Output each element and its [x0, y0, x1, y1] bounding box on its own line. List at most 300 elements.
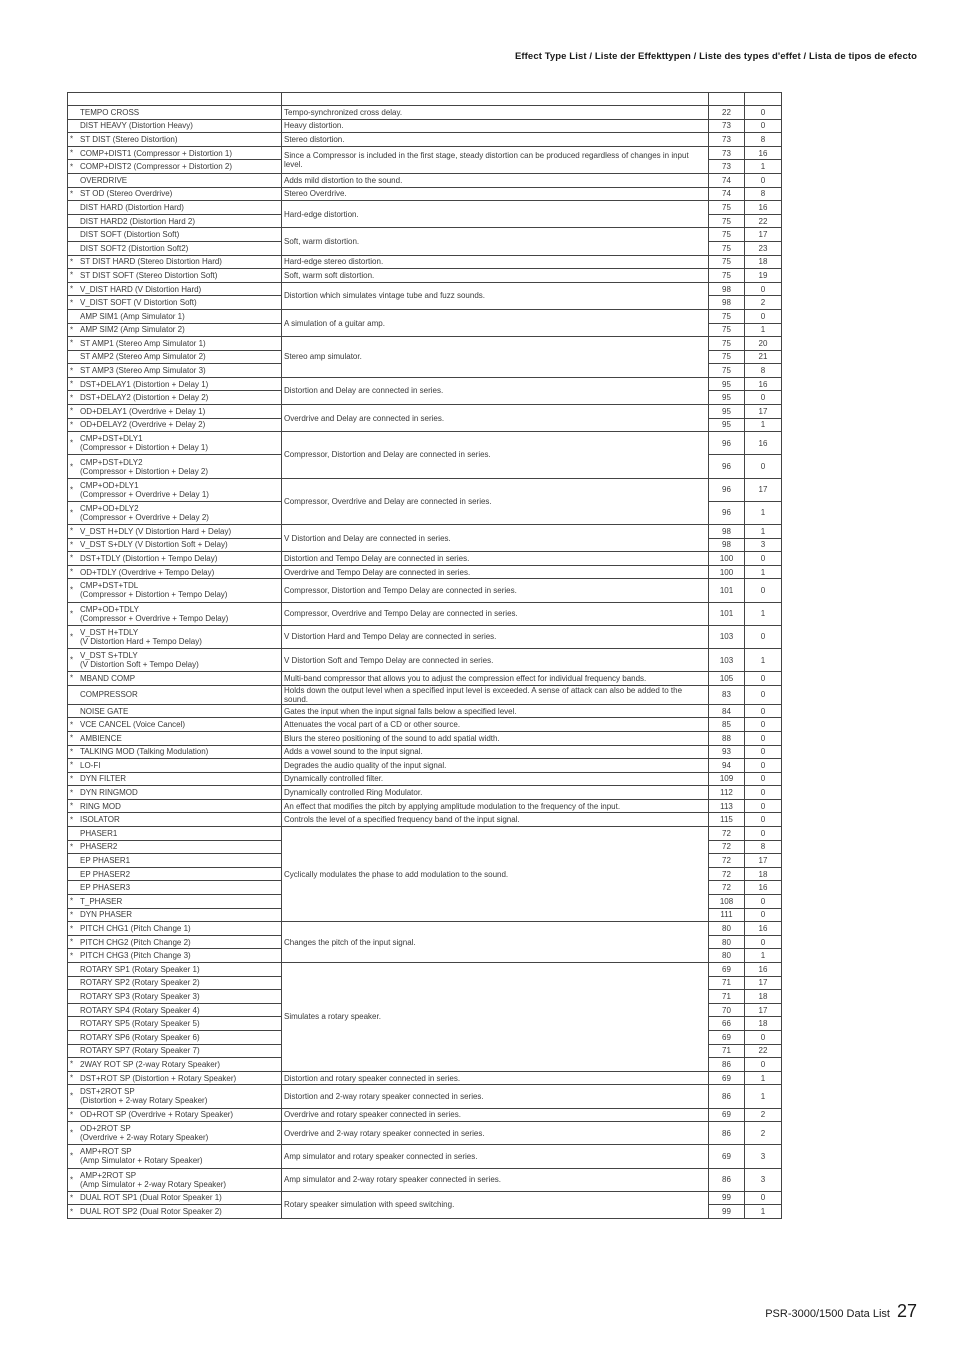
star-mark: *	[70, 788, 74, 798]
msb-cell: 86	[709, 1168, 745, 1191]
effect-name-cell	[68, 648, 282, 671]
effect-name-cell	[68, 935, 282, 949]
effect-name-cell	[68, 949, 282, 963]
msb-cell: 72	[709, 867, 745, 881]
table-row	[68, 106, 782, 120]
table-row	[68, 1108, 782, 1122]
model-label: PSR-3000/1500 Data List	[765, 1308, 890, 1320]
table-row	[68, 759, 782, 773]
effect-description-cell: Amp simulator and rotary speaker connected in series.	[282, 1145, 709, 1168]
effect-name: DST+ROT SP (Distortion + Rotary Speaker)	[80, 1073, 237, 1083]
effect-type-table	[67, 92, 782, 1219]
effect-name-cell	[68, 282, 282, 296]
lsb-cell: 16	[745, 377, 782, 391]
effect-name: V_DST H+DLY (V Distortion Hard + Delay)	[80, 526, 232, 536]
lsb-cell: 0	[745, 685, 782, 704]
lsb-cell: 23	[745, 241, 782, 255]
star-mark: *	[70, 162, 74, 172]
lsb-cell: 21	[745, 350, 782, 364]
lsb-cell: 0	[745, 745, 782, 759]
effect-name: DYN FILTER	[80, 774, 127, 784]
page-header: Effect Type List / Liste der Effekttypen / Liste des types d'effet / Lista de tipos de efecto	[514, 51, 917, 62]
lsb-cell: 1	[745, 323, 782, 337]
table-row	[68, 565, 782, 579]
table-row	[68, 718, 782, 732]
lsb-cell: 16	[745, 146, 782, 160]
effect-description-cell: Dynamically controlled filter.	[282, 772, 709, 786]
effect-name-detail: (Compressor + Distortion + Tempo Delay)	[80, 590, 228, 600]
effect-name-detail: (Amp Simulator + 2-way Rotary Speaker)	[80, 1179, 227, 1189]
effect-description-cell: Heavy distortion.	[282, 119, 709, 133]
effect-name-cell	[68, 895, 282, 909]
table-row	[68, 745, 782, 759]
lsb-cell: 0	[745, 935, 782, 949]
lsb-cell: 2	[745, 296, 782, 310]
effect-description-cell: Amp simulator and 2-way rotary speaker connected in series.	[282, 1168, 709, 1191]
effect-description-cell: Degrades the audio quality of the input signal.	[282, 759, 709, 773]
table-row	[68, 1085, 782, 1108]
effect-name: DST+DELAY2 (Distortion + Delay 2)	[80, 393, 209, 403]
effect-name: DIST HARD (Distortion Hard)	[80, 202, 184, 212]
table-row	[68, 133, 782, 147]
table-row	[68, 187, 782, 201]
lsb-cell: 0	[745, 827, 782, 841]
effect-name-cell	[68, 501, 282, 524]
effect-description-cell: Overdrive and Tempo Delay are connected in series.	[282, 565, 709, 579]
msb-cell: 95	[709, 377, 745, 391]
effect-name: ST AMP2 (Stereo Amp Simulator 2)	[80, 352, 206, 362]
msb-cell: 98	[709, 282, 745, 296]
effect-name-cell	[68, 160, 282, 174]
msb-cell: 111	[709, 908, 745, 922]
effect-name: DYN RINGMOD	[80, 788, 138, 798]
effect-name-cell	[68, 1168, 282, 1191]
lsb-cell: 1	[745, 648, 782, 671]
effect-name-cell	[68, 1058, 282, 1072]
effect-description-cell: Distortion and 2-way rotary speaker connected in series.	[282, 1085, 709, 1108]
header-cell	[709, 93, 745, 106]
lsb-cell: 18	[745, 255, 782, 269]
effect-name-cell	[68, 525, 282, 539]
table-row	[68, 579, 782, 602]
lsb-cell: 0	[745, 173, 782, 187]
msb-cell: 69	[709, 1071, 745, 1085]
effect-name-cell	[68, 377, 282, 391]
effect-name-cell	[68, 119, 282, 133]
effect-name: RING MOD	[80, 801, 121, 811]
effect-description-cell: Distortion which simulates vintage tube and fuzz sounds.	[282, 282, 709, 309]
msb-cell: 100	[709, 552, 745, 566]
effect-name-cell	[68, 704, 282, 718]
star-mark: *	[70, 760, 74, 770]
table-row	[68, 1071, 782, 1085]
effect-name: OD+TDLY (Overdrive + Tempo Delay)	[80, 567, 215, 577]
effect-name-detail: (Compressor + Overdrive + Tempo Delay)	[80, 613, 229, 623]
effect-name: DST+DELAY1 (Distortion + Delay 1)	[80, 379, 209, 389]
lsb-cell: 0	[745, 106, 782, 120]
effect-description-cell: Dynamically controlled Ring Modulator.	[282, 786, 709, 800]
header-cell	[745, 93, 782, 106]
star-mark: *	[70, 1175, 74, 1185]
effect-name-cell	[68, 922, 282, 936]
effect-description-cell: Overdrive and rotary speaker connected in series.	[282, 1108, 709, 1122]
star-mark: *	[70, 1207, 74, 1217]
effect-name-cell	[68, 799, 282, 813]
star-mark: *	[70, 673, 74, 683]
effect-name-cell	[68, 1205, 282, 1219]
table-row	[68, 731, 782, 745]
effect-name-cell	[68, 418, 282, 432]
effect-name-cell	[68, 786, 282, 800]
effect-name: PITCH CHG3 (Pitch Change 3)	[80, 951, 191, 961]
effect-description-cell: Tempo-synchronized cross delay.	[282, 106, 709, 120]
star-mark: *	[70, 270, 74, 280]
msb-cell: 100	[709, 565, 745, 579]
effect-name: ST DIST (Stereo Distortion)	[80, 134, 178, 144]
star-mark: *	[70, 1110, 74, 1120]
effect-name: CMP+OD+DLY1	[80, 480, 139, 490]
effect-name: ROTARY SP3 (Rotary Speaker 3)	[80, 991, 200, 1001]
table-row	[68, 1122, 782, 1145]
lsb-cell: 2	[745, 1108, 782, 1122]
effect-name-cell	[68, 1071, 282, 1085]
effect-name-cell	[68, 323, 282, 337]
effect-name-cell	[68, 228, 282, 242]
msb-cell: 84	[709, 704, 745, 718]
star-mark: *	[70, 526, 74, 536]
lsb-cell: 1	[745, 525, 782, 539]
star-mark: *	[70, 937, 74, 947]
lsb-cell: 0	[745, 391, 782, 405]
effect-name: ST AMP1 (Stereo Amp Simulator 1)	[80, 338, 206, 348]
msb-cell: 108	[709, 895, 745, 909]
effect-name: TALKING MOD (Talking Modulation)	[80, 747, 209, 757]
msb-cell: 98	[709, 525, 745, 539]
effect-name-detail: (V Distortion Soft + Tempo Delay)	[80, 660, 199, 670]
effect-name-detail: (Overdrive + 2-way Rotary Speaker)	[80, 1133, 209, 1143]
effect-name: CMP+OD+DLY2	[80, 503, 139, 513]
lsb-cell: 1	[745, 160, 782, 174]
effect-description-cell: V Distortion Hard and Tempo Delay are connected in series.	[282, 625, 709, 648]
effect-description-cell: V Distortion and Delay are connected in series.	[282, 525, 709, 552]
lsb-cell: 18	[745, 867, 782, 881]
lsb-cell: 0	[745, 813, 782, 827]
table-row	[68, 478, 782, 501]
effect-description-cell: Controls the level of a specified frequency band of the input signal.	[282, 813, 709, 827]
effect-name-cell	[68, 337, 282, 351]
effect-name-cell	[68, 133, 282, 147]
msb-cell: 70	[709, 1003, 745, 1017]
effect-name-detail: (Compressor + Overdrive + Delay 2)	[80, 512, 209, 522]
effect-description-cell: Compressor, Distortion and Delay are connected in series.	[282, 432, 709, 478]
table-row	[68, 1191, 782, 1205]
table-row	[68, 309, 782, 323]
effect-description-cell: Hard-edge distortion.	[282, 201, 709, 228]
msb-cell: 101	[709, 602, 745, 625]
effect-name: EP PHASER3	[80, 883, 131, 893]
effect-name: AMP+ROT SP	[80, 1147, 132, 1157]
msb-cell: 86	[709, 1058, 745, 1072]
effect-name-cell	[68, 672, 282, 686]
lsb-cell: 0	[745, 786, 782, 800]
table-row	[68, 922, 782, 936]
effect-name-cell	[68, 364, 282, 378]
msb-cell: 96	[709, 478, 745, 501]
effect-name: OD+2ROT SP	[80, 1124, 131, 1134]
star-mark: *	[70, 508, 74, 518]
effect-name: ROTARY SP6 (Rotary Speaker 6)	[80, 1032, 200, 1042]
star-mark: *	[70, 567, 74, 577]
lsb-cell: 0	[745, 799, 782, 813]
lsb-cell: 16	[745, 881, 782, 895]
msb-cell: 73	[709, 119, 745, 133]
effect-name: ST AMP3 (Stereo Amp Simulator 3)	[80, 366, 206, 376]
effect-name: ROTARY SP7 (Rotary Speaker 7)	[80, 1046, 200, 1056]
lsb-cell: 0	[745, 552, 782, 566]
star-mark: *	[70, 325, 74, 335]
msb-cell: 80	[709, 922, 745, 936]
effect-description-cell: Compressor, Distortion and Tempo Delay are connected in series.	[282, 579, 709, 602]
effect-name: MBAND COMP	[80, 673, 136, 683]
effect-name-cell	[68, 813, 282, 827]
lsb-cell: 20	[745, 337, 782, 351]
msb-cell: 105	[709, 672, 745, 686]
effect-name: PHASER1	[80, 828, 118, 838]
effect-name-cell	[68, 187, 282, 201]
table-row	[68, 432, 782, 455]
msb-cell: 101	[709, 579, 745, 602]
msb-cell: 99	[709, 1205, 745, 1219]
msb-cell: 75	[709, 201, 745, 215]
table-header-row	[68, 93, 782, 106]
lsb-cell: 0	[745, 1191, 782, 1205]
msb-cell: 103	[709, 625, 745, 648]
effect-description-cell: Hard-edge stereo distortion.	[282, 255, 709, 269]
msb-cell: 99	[709, 1191, 745, 1205]
msb-cell: 71	[709, 990, 745, 1004]
star-mark: *	[70, 747, 74, 757]
star-mark: *	[70, 720, 74, 730]
table-row	[68, 377, 782, 391]
effect-description-cell: Compressor, Overdrive and Tempo Delay are connected in series.	[282, 602, 709, 625]
effect-name-cell	[68, 1003, 282, 1017]
page-footer	[765, 1301, 917, 1322]
msb-cell: 80	[709, 935, 745, 949]
lsb-cell: 0	[745, 772, 782, 786]
effect-name-cell	[68, 579, 282, 602]
star-mark: *	[70, 393, 74, 403]
star-mark: *	[70, 462, 74, 472]
msb-cell: 22	[709, 106, 745, 120]
effect-name: V_DST S+DLY (V Distortion Soft + Delay)	[80, 540, 228, 550]
star-mark: *	[70, 801, 74, 811]
msb-cell: 71	[709, 976, 745, 990]
msb-cell: 75	[709, 241, 745, 255]
effect-name-detail: (Compressor + Distortion + Delay 2)	[80, 466, 209, 476]
effect-name-detail: (Distortion + 2-way Rotary Speaker)	[80, 1096, 208, 1106]
star-mark: *	[70, 189, 74, 199]
msb-cell: 75	[709, 309, 745, 323]
table-row	[68, 525, 782, 539]
effect-name-cell	[68, 908, 282, 922]
effect-name: COMP+DIST1 (Compressor + Distortion 1)	[80, 148, 233, 158]
effect-name: T_PHASER	[80, 896, 123, 906]
effect-description-cell: Blurs the stereo positioning of the sound to add spatial width.	[282, 731, 709, 745]
msb-cell: 72	[709, 881, 745, 895]
msb-cell: 73	[709, 133, 745, 147]
effect-name: V_DST S+TDLY	[80, 651, 138, 661]
effect-name: EP PHASER2	[80, 869, 131, 879]
effect-name-cell	[68, 455, 282, 478]
lsb-cell: 17	[745, 1003, 782, 1017]
effect-description-cell: A simulation of a guitar amp.	[282, 309, 709, 336]
table-row	[68, 813, 782, 827]
effect-name: ST DIST HARD (Stereo Distortion Hard)	[80, 257, 222, 267]
msb-cell: 93	[709, 745, 745, 759]
lsb-cell: 1	[745, 602, 782, 625]
effect-name: NOISE GATE	[80, 706, 129, 716]
msb-cell: 112	[709, 786, 745, 800]
effect-name-cell	[68, 685, 282, 704]
table-row	[68, 405, 782, 419]
table-row	[68, 799, 782, 813]
lsb-cell: 0	[745, 455, 782, 478]
lsb-cell: 8	[745, 187, 782, 201]
table-row	[68, 772, 782, 786]
effect-name: AMP SIM2 (Amp Simulator 2)	[80, 325, 185, 335]
star-mark: *	[70, 438, 74, 448]
table-row	[68, 648, 782, 671]
star-mark: *	[70, 585, 74, 595]
star-mark: *	[70, 1091, 74, 1101]
effect-name: ROTARY SP4 (Rotary Speaker 4)	[80, 1005, 200, 1015]
lsb-cell: 18	[745, 1017, 782, 1031]
effect-name: 2WAY ROT SP (2-way Rotary Speaker)	[80, 1059, 221, 1069]
effect-description-cell: Since a Compressor is included in the first stage, steady distortion can be produced regardless of changes in input level.	[282, 146, 709, 173]
star-mark: *	[70, 1151, 74, 1161]
effect-name: VCE CANCEL (Voice Cancel)	[80, 720, 186, 730]
lsb-cell: 2	[745, 1122, 782, 1145]
star-mark: *	[70, 609, 74, 619]
table-row	[68, 228, 782, 242]
effect-name-cell	[68, 840, 282, 854]
lsb-cell: 0	[745, 1030, 782, 1044]
star-mark: *	[70, 553, 74, 563]
effect-description-cell: V Distortion Soft and Tempo Delay are connected in series.	[282, 648, 709, 671]
lsb-cell: 3	[745, 1168, 782, 1191]
effect-name-cell	[68, 854, 282, 868]
effect-name-cell	[68, 538, 282, 552]
table-row	[68, 255, 782, 269]
table-row	[68, 552, 782, 566]
effect-name: DST+TDLY (Distortion + Tempo Delay)	[80, 553, 218, 563]
effect-description-cell: Stereo Overdrive.	[282, 187, 709, 201]
msb-cell: 103	[709, 648, 745, 671]
effect-name: OD+ROT SP (Overdrive + Rotary Speaker)	[80, 1110, 234, 1120]
effect-name: DIST SOFT2 (Distortion Soft2)	[80, 243, 189, 253]
msb-cell: 88	[709, 731, 745, 745]
effect-description-cell: Rotary speaker simulation with speed switching.	[282, 1191, 709, 1218]
star-mark: *	[70, 338, 74, 348]
msb-cell: 75	[709, 269, 745, 283]
star-mark: *	[70, 298, 74, 308]
effect-name-detail: (Compressor + Overdrive + Delay 1)	[80, 489, 209, 499]
effect-name-cell	[68, 391, 282, 405]
msb-cell: 94	[709, 759, 745, 773]
effect-name-cell	[68, 718, 282, 732]
effect-name-cell	[68, 772, 282, 786]
effect-name: CMP+DST+DLY1	[80, 434, 143, 444]
msb-cell: 95	[709, 405, 745, 419]
lsb-cell: 0	[745, 718, 782, 732]
header-cell	[282, 93, 709, 106]
table-row	[68, 672, 782, 686]
msb-cell: 75	[709, 350, 745, 364]
effect-name-cell	[68, 759, 282, 773]
star-mark: *	[70, 951, 74, 961]
effect-description-cell: Overdrive and 2-way rotary speaker connected in series.	[282, 1122, 709, 1145]
effect-name-cell	[68, 625, 282, 648]
lsb-cell: 1	[745, 418, 782, 432]
table-row	[68, 685, 782, 704]
lsb-cell: 0	[745, 895, 782, 909]
lsb-cell: 3	[745, 1145, 782, 1168]
effect-name: PHASER2	[80, 842, 118, 852]
effect-name: ST DIST SOFT (Stereo Distortion Soft)	[80, 270, 218, 280]
effect-name-cell	[68, 731, 282, 745]
effect-name: V_DIST HARD (V Distortion Hard)	[80, 284, 202, 294]
effect-name-cell	[68, 602, 282, 625]
lsb-cell: 0	[745, 704, 782, 718]
effect-name: V_DIST SOFT (V Distortion Soft)	[80, 298, 197, 308]
effect-description-cell: Gates the input when the input signal falls below a specified level.	[282, 704, 709, 718]
msb-cell: 86	[709, 1122, 745, 1145]
effect-name-cell	[68, 173, 282, 187]
msb-cell: 75	[709, 364, 745, 378]
star-mark: *	[70, 1073, 74, 1083]
msb-cell: 109	[709, 772, 745, 786]
effect-name-cell	[68, 146, 282, 160]
effect-description-cell: Stereo distortion.	[282, 133, 709, 147]
effect-name: LO-FI	[80, 760, 101, 770]
lsb-cell: 16	[745, 432, 782, 455]
effect-name: OD+DELAY2 (Overdrive + Delay 2)	[80, 420, 206, 430]
effect-description-cell: Overdrive and Delay are connected in series.	[282, 405, 709, 432]
effect-name-cell	[68, 296, 282, 310]
lsb-cell: 0	[745, 119, 782, 133]
msb-cell: 85	[709, 718, 745, 732]
table-row	[68, 704, 782, 718]
effect-name-cell	[68, 552, 282, 566]
lsb-cell: 1	[745, 565, 782, 579]
star-mark: *	[70, 134, 74, 144]
effect-description-cell: Cyclically modulates the phase to add modulation to the sound.	[282, 827, 709, 922]
star-mark: *	[70, 774, 74, 784]
lsb-cell: 0	[745, 908, 782, 922]
star-mark: *	[70, 406, 74, 416]
effect-name: PITCH CHG2 (Pitch Change 2)	[80, 937, 191, 947]
lsb-cell: 3	[745, 538, 782, 552]
msb-cell: 95	[709, 391, 745, 405]
star-mark: *	[70, 284, 74, 294]
table-row	[68, 602, 782, 625]
table-row	[68, 625, 782, 648]
effect-name: AMP SIM1 (Amp Simulator 1)	[80, 311, 185, 321]
msb-cell: 69	[709, 963, 745, 977]
lsb-cell: 0	[745, 579, 782, 602]
msb-cell: 80	[709, 949, 745, 963]
lsb-cell: 8	[745, 364, 782, 378]
